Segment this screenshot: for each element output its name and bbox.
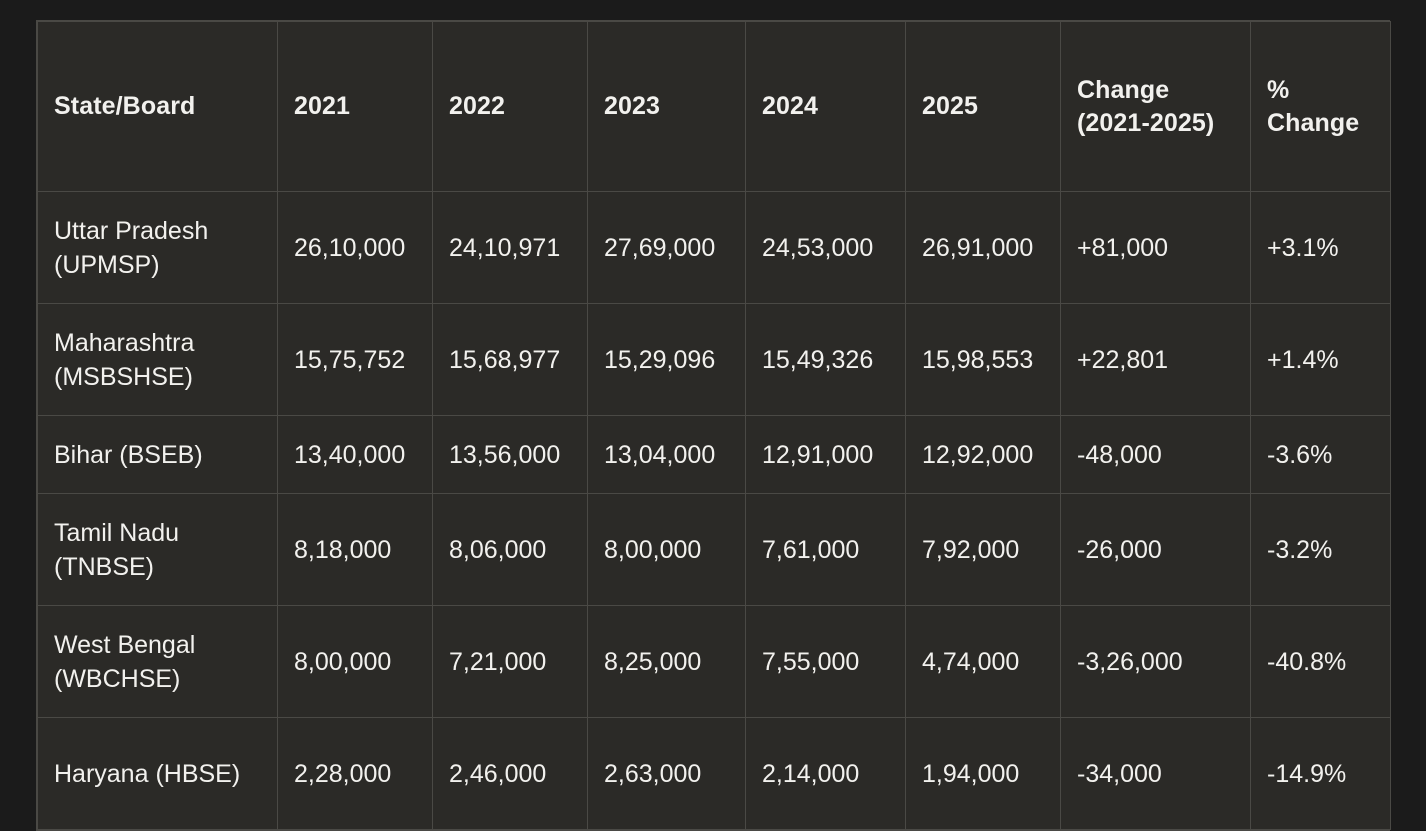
cell-state-board: Maharashtra (MSBSHSE) bbox=[38, 304, 278, 416]
cell-2025: 26,91,000 bbox=[906, 192, 1061, 304]
column-header-2025: 2025 bbox=[906, 22, 1061, 192]
cell-2021: 26,10,000 bbox=[278, 192, 433, 304]
column-header-2022: 2022 bbox=[433, 22, 588, 192]
cell-2022: 13,56,000 bbox=[433, 416, 588, 494]
data-table-container bbox=[36, 20, 1390, 831]
column-header-2023: 2023 bbox=[588, 22, 746, 192]
table-row bbox=[38, 606, 1391, 718]
cell-2022: 7,21,000 bbox=[433, 606, 588, 718]
table-row bbox=[38, 304, 1391, 416]
cell-change: -34,000 bbox=[1061, 718, 1251, 830]
cell-2021: 8,00,000 bbox=[278, 606, 433, 718]
cell-change: -26,000 bbox=[1061, 494, 1251, 606]
cell-2022: 24,10,971 bbox=[433, 192, 588, 304]
cell-2025: 7,92,000 bbox=[906, 494, 1061, 606]
cell-2023: 27,69,000 bbox=[588, 192, 746, 304]
cell-state-board: Uttar Pradesh (UPMSP) bbox=[38, 192, 278, 304]
cell-2023: 13,04,000 bbox=[588, 416, 746, 494]
cell-2021: 8,18,000 bbox=[278, 494, 433, 606]
cell-2021: 15,75,752 bbox=[278, 304, 433, 416]
cell-2021: 2,28,000 bbox=[278, 718, 433, 830]
cell-2024: 15,49,326 bbox=[746, 304, 906, 416]
cell-2022: 2,46,000 bbox=[433, 718, 588, 830]
cell-2024: 24,53,000 bbox=[746, 192, 906, 304]
cell-percent-change: -14.9% bbox=[1251, 718, 1391, 830]
cell-state-board: Tamil Nadu (TNBSE) bbox=[38, 494, 278, 606]
cell-2023: 2,63,000 bbox=[588, 718, 746, 830]
table-row bbox=[38, 718, 1391, 830]
cell-state-board: Bihar (BSEB) bbox=[38, 416, 278, 494]
cell-2023: 8,00,000 bbox=[588, 494, 746, 606]
cell-2024: 7,61,000 bbox=[746, 494, 906, 606]
cell-2025: 15,98,553 bbox=[906, 304, 1061, 416]
table-row bbox=[38, 416, 1391, 494]
table-row bbox=[38, 192, 1391, 304]
column-header-percent-change: % Change bbox=[1251, 22, 1391, 192]
cell-2025: 4,74,000 bbox=[906, 606, 1061, 718]
cell-percent-change: +3.1% bbox=[1251, 192, 1391, 304]
cell-change: -48,000 bbox=[1061, 416, 1251, 494]
cell-percent-change: +1.4% bbox=[1251, 304, 1391, 416]
cell-state-board: Haryana (HBSE) bbox=[38, 718, 278, 830]
cell-2025: 1,94,000 bbox=[906, 718, 1061, 830]
cell-2021: 13,40,000 bbox=[278, 416, 433, 494]
cell-percent-change: -40.8% bbox=[1251, 606, 1391, 718]
table-body bbox=[38, 192, 1391, 830]
table-header-row bbox=[38, 22, 1391, 192]
cell-2022: 15,68,977 bbox=[433, 304, 588, 416]
cell-2024: 7,55,000 bbox=[746, 606, 906, 718]
cell-2024: 12,91,000 bbox=[746, 416, 906, 494]
column-header-2021: 2021 bbox=[278, 22, 433, 192]
cell-percent-change: -3.6% bbox=[1251, 416, 1391, 494]
column-header-state-board: State/Board bbox=[38, 22, 278, 192]
table-row bbox=[38, 494, 1391, 606]
column-header-change: Change (2021-2025) bbox=[1061, 22, 1251, 192]
cell-2024: 2,14,000 bbox=[746, 718, 906, 830]
state-board-statistics-table bbox=[37, 21, 1391, 830]
cell-change: -3,26,000 bbox=[1061, 606, 1251, 718]
table-header bbox=[38, 22, 1391, 192]
cell-2023: 8,25,000 bbox=[588, 606, 746, 718]
cell-2022: 8,06,000 bbox=[433, 494, 588, 606]
cell-2025: 12,92,000 bbox=[906, 416, 1061, 494]
cell-percent-change: -3.2% bbox=[1251, 494, 1391, 606]
cell-change: +22,801 bbox=[1061, 304, 1251, 416]
column-header-2024: 2024 bbox=[746, 22, 906, 192]
cell-change: +81,000 bbox=[1061, 192, 1251, 304]
cell-2023: 15,29,096 bbox=[588, 304, 746, 416]
cell-state-board: West Bengal (WBCHSE) bbox=[38, 606, 278, 718]
